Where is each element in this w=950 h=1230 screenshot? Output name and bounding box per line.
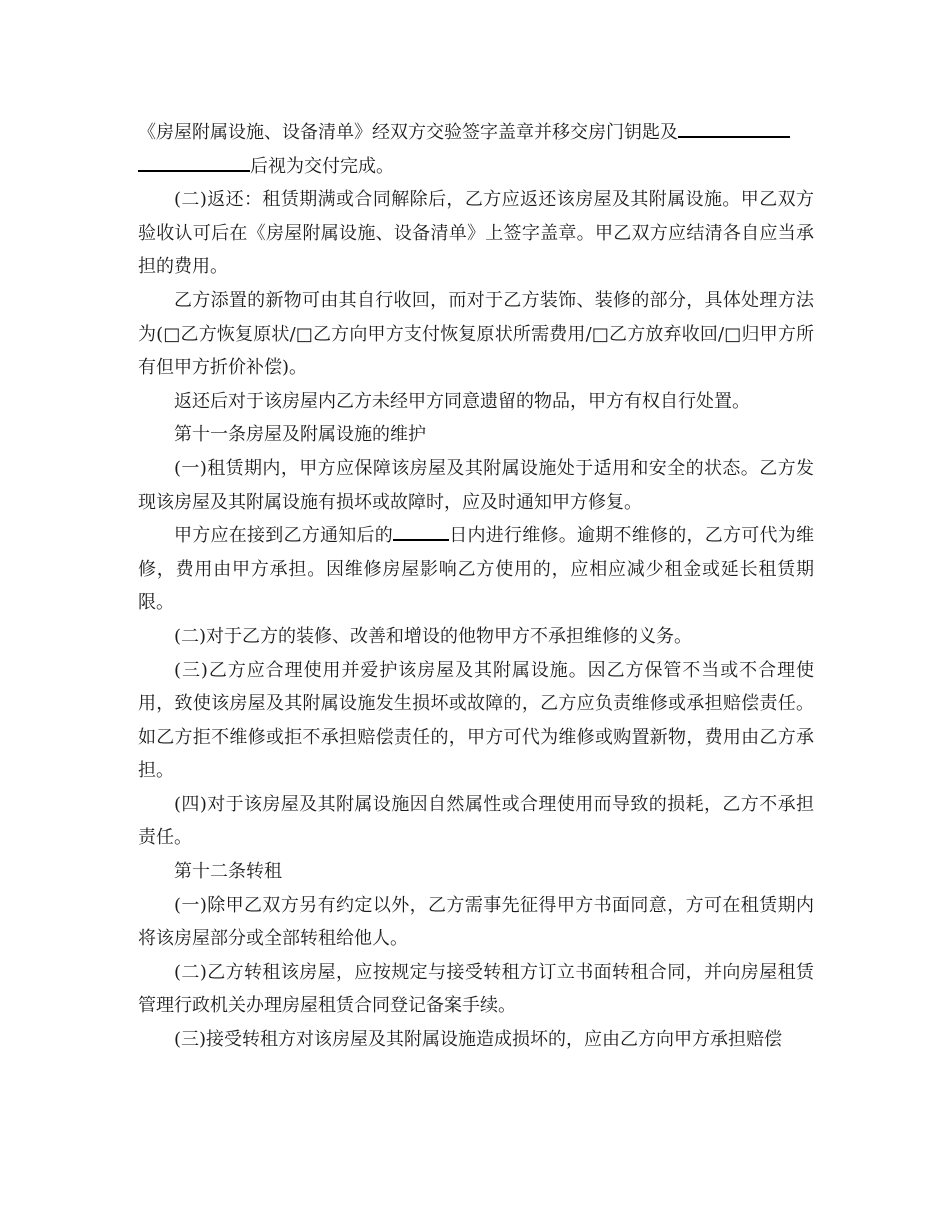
paragraph-text: 《房屋附属设施、设备清单》经双方交验签字盖章并移交房门钥匙及 [138, 122, 678, 143]
paragraph-maintenance-1: (一)租赁期内，甲方应保障该房屋及其附属设施处于适用和安全的状态。乙方发现该房屋及其附属设施有损坏或故障时，应及时通知甲方修复。 [138, 457, 814, 513]
fill-in-blank [393, 525, 449, 541]
paragraph-sublet-2: (二)乙方转租该房屋，应按规定与接受转租方订立书面转租合同，并向房屋租赁管理行政机关办理房屋租赁合同登记备案手续。 [138, 961, 814, 1017]
article-12-heading: 第十二条转租 [174, 861, 282, 883]
paragraph-line [138, 116, 814, 150]
paragraph-delivery [138, 116, 814, 183]
fill-in-blank [138, 156, 250, 172]
document-body [138, 116, 814, 1057]
paragraph-left-items: 返还后对于该房屋内乙方未经甲方同意遗留的物品，甲方有权自行处置。 [174, 390, 750, 412]
paragraph-return: (二)返还：租赁期满或合同解除后，乙方应返还该房屋及其附属设施。甲乙双方验收认可后在《房屋附属设施、设备清单》上签字盖章。甲乙双方应结清各自应当承担的费用。 [138, 189, 814, 278]
paragraph-text: 后视为交付完成。 [250, 155, 394, 177]
fill-in-blank [678, 122, 790, 138]
paragraph-maintenance-4: (四)对于该房屋及其附属设施因自然属性或合理使用而导致的损耗，乙方不承担责任。 [138, 793, 814, 849]
paragraph-text: 日内进行维修。逾期不维修的，乙方可代为维修，费用由甲方承担。因维修房屋影响乙方使用的，应相应减少租金或延长租赁期限。 [138, 525, 814, 614]
paragraph-maintenance-3: (三)乙方应合理使用并爱护该房屋及其附属设施。因乙方保管不当或不合理使用，致使该房屋及其附属设施发生损坏或故障的，乙方应负责维修或承担赔偿责任。如乙方拒不维修或拒不承担赔偿责任的，甲方可代为维修或购置新物，费用由乙方承担。 [138, 659, 814, 782]
paragraph-text: 甲方应在接到乙方通知后的 [174, 525, 393, 547]
paragraph-line [138, 150, 814, 184]
paragraph-repair-deadline [138, 519, 814, 620]
article-11-heading: 第十一条房屋及附属设施的维护 [174, 424, 426, 446]
paragraph-maintenance-2: (二)对于乙方的装修、改善和增设的他物甲方不承担维修的义务。 [174, 625, 693, 647]
paragraph-sublet-3: (三)接受转租方对该房屋及其附属设施造成损坏的，应由乙方向甲方承担赔偿 [174, 1029, 783, 1051]
paragraph-new-items: 乙方添置的新物可由其自行收回，而对于乙方装饰、装修的部分，具体处理方法为(□乙方恢复原状/□乙方向甲方支付恢复原状所需费用/□乙方放弃收回/□归甲方所有但甲方折价补偿)。 [138, 289, 814, 379]
paragraph-sublet-1: (一)除甲乙双方另有约定以外，乙方需事先征得甲方书面同意，方可在租赁期内将该房屋部分或全部转租给他人。 [138, 894, 814, 950]
